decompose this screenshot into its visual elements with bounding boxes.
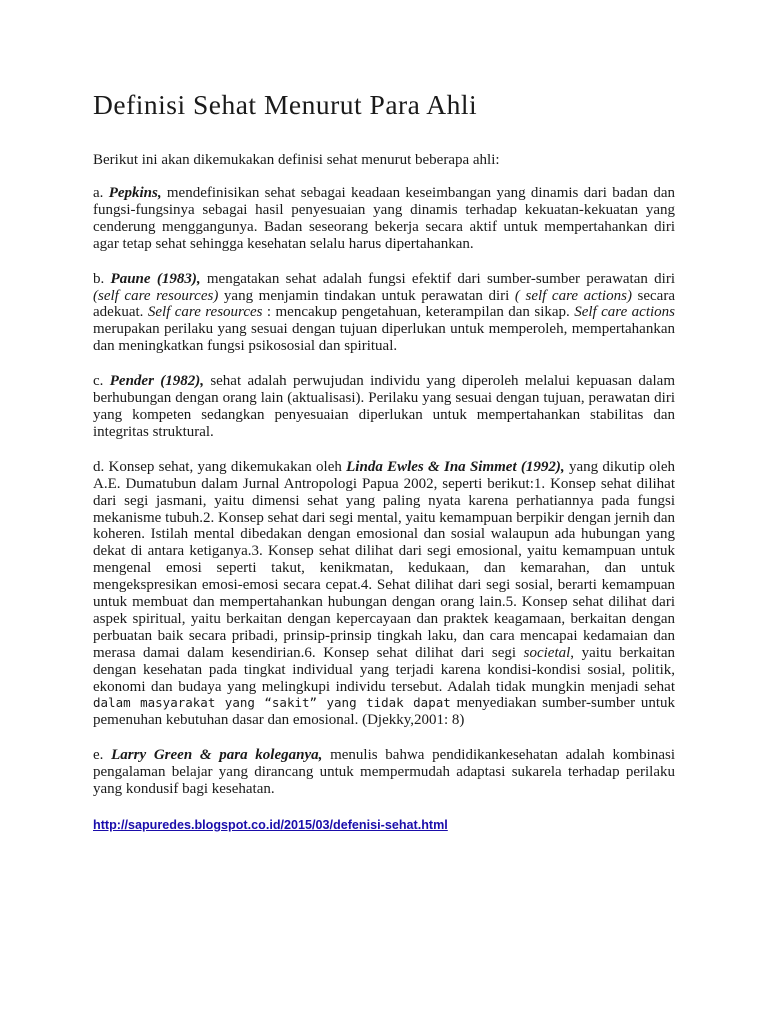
intro-text: Berikut ini akan dikemukakan definisi sehat menurut beberapa ahli: <box>93 152 500 168</box>
definition-b-italic-1: (self care resources) <box>93 287 219 304</box>
author-larry-green: Larry Green & para koleganya, <box>111 747 323 764</box>
definition-e-text: menulis bahwa pendidikankesehatan adalah kombinasi pengalaman belajar yang dirancang untuk mempermudah adaptasi sukarela terhadap perilaku yang kondusif bagi kesehatan. <box>93 747 675 798</box>
definition-d-italic-societal: societal <box>523 644 571 661</box>
definition-b-italic-2: ( self care actions) <box>514 287 632 304</box>
definition-d-text-3: , yaitu berkaitan dengan kesehatan pada tingkat individual yang terjadi karena kondisi-kondisi sosial, politik, ekonomi dan budaya yang melingkupi individu tersebut. Adalah tidak mungkin menjadi sehat <box>93 644 676 695</box>
definition-c-prefix: c. <box>93 373 110 390</box>
definition-d <box>93 459 675 730</box>
definition-d-text-2: yang dikutip oleh A.E. Dumatubun dalam Jurnal Antropologi Papua 2002, seperti berikut:1. Konsep sehat dilihat dari segi jasmani, yaitu dimensi sehat yang paling nyata karena perhatiannya pada fungsi mekanisme tubuh.2. Konsep sehat dari segi mental, yaitu kemampuan berpikir dengan jernih dan koheren. Istilah mental dibedakan dengan emosional dan sosial walaupun ada hubungan yang dekat di antara ketiganya.3. Konsep sehat dilihat dari segi emosional, yaitu kemampuan untuk mengenal emosi seperti takut, kenikmatan, kedukaan, dan kemarahan, dan untuk mengekspresikan emosi-emosi secara cepat.4. Sehat dilihat dari segi sosial, berarti kemampuan untuk membuat dan mempertahankan hubungan dengan orang lain.5. Konsep sehat dilihat dari aspek spiritual, yaitu berkaitan dengan kepercayaan dan praktek keagamaan, berkaitan dengan perbuatan baik secara pribadi, prinsip-prinsip tingkah laku, dan cara mencapai kedamaian dan merasa damai dalam kesendirian.6. Konsep sehat dilihat dari segi <box>93 458 675 661</box>
definition-b-italic-3: Self care resources <box>147 304 263 321</box>
definition-b-text-4: : mencakup pengetahuan, keterampilan dan sikap. <box>262 304 575 321</box>
author-linda-ewles: Linda Ewles & Ina Simmet (1992), <box>346 458 565 475</box>
definition-a-prefix: a. <box>93 185 109 201</box>
definition-c-text: sehat adalah perwujudan individu yang diperoleh melalui kepuasan dalam berhubungan dengan orang lain (aktualisasi). Perilaku yang sesuai dengan tujuan, perawatan diri yang kompeten sedangkan penyesuaian diperlukan untuk mempertahankan stabilitas dan integritas struktural. <box>93 373 675 440</box>
definition-b-text-5: merupakan perilaku yang sesuai dengan tujuan diperlukan untuk memperoleh, mempertahankan dan meningkatkan fungsi psikososial dan spiritual. <box>93 321 675 355</box>
definition-e-prefix: e. <box>93 747 112 764</box>
definition-b-text-3: secara adekuat. <box>93 287 675 321</box>
definition-c <box>93 373 675 441</box>
definition-d-mono: dalam masyarakat yang “sakit” yang tidak dapat <box>93 695 451 711</box>
definition-b-text-2: yang menjamin tindakan untuk perawatan diri <box>218 287 515 304</box>
definition-d-text-1: d. Konsep sehat, yang dikemukakan oleh <box>93 458 347 475</box>
definition-a <box>93 185 675 253</box>
definition-b <box>93 271 675 356</box>
author-pepkins: Pepkins, <box>108 185 162 201</box>
definition-a-text: mendefinisikan sehat sebagai keadaan keseimbangan yang dinamis dari badan dan fungsi-fungsinya sebagai hasil penyesuaian yang dinamis terhadap kekuatan-kekuatan yang cenderung menggangunya. Badan seseorang bekerja secara aktif untuk mempertahankan diri agar tetap sehat sehingga kesehatan selalu harus dipertahankan. <box>93 185 675 252</box>
author-pender: Pender (1982), <box>109 373 204 390</box>
definition-d-text-4: menyediakan sumber-sumber untuk pemenuhan kebutuhan dasar dan emosional. (Djekky,2001: 8) <box>93 695 675 729</box>
definition-e <box>93 747 675 798</box>
page-title: Definisi Sehat Menurut Para Ahli <box>93 89 478 120</box>
definition-b-prefix: b. <box>93 270 111 287</box>
definition-b-italic-4: Self care actions <box>574 304 675 321</box>
definition-b-text-1: mengatakan sehat adalah fungsi efektif dari sumber-sumber perawatan diri <box>200 270 676 287</box>
author-paune: Paune (1983), <box>110 270 201 287</box>
source-link[interactable]: http://sapuredes.blogspot.co.id/2015/03/defenisi-sehat.html <box>93 818 448 832</box>
